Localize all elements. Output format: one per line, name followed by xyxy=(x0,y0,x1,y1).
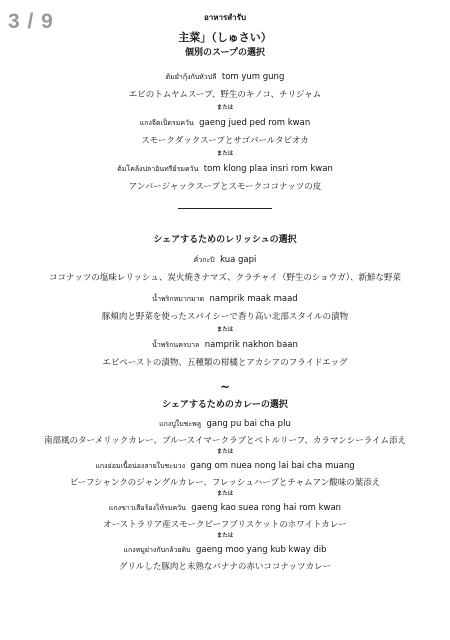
or-separator: または xyxy=(216,491,234,497)
soup-section xyxy=(0,46,450,194)
dish-description: 南部風のターメリックカレー、ブルースイマークラブとベトルリーフ、カラマンシーライム添え xyxy=(44,436,406,446)
dish-name xyxy=(0,459,450,473)
dish-name xyxy=(0,292,450,306)
dish-description: オーストラリア産スモークビーフブリスケットのホワイトカレー xyxy=(103,520,347,530)
tilde-separator: ~ xyxy=(219,380,231,394)
dish-name xyxy=(0,543,450,557)
dish-name xyxy=(0,70,450,84)
dish-name xyxy=(0,417,450,431)
or-separator: または xyxy=(216,151,234,157)
dish-name xyxy=(0,338,450,352)
or-separator: または xyxy=(216,327,234,333)
curry-section xyxy=(0,398,450,574)
dish-latin-name: gaeng kao suea rong hai rom kwan xyxy=(191,503,342,513)
dish-description: エビペーストの漬物、五種類の柑橘とアカシアのフライドエッグ xyxy=(102,358,348,368)
dish-description: エビのトムヤムスープ、野生のキノコ、チリジャム xyxy=(128,90,322,100)
dish-name xyxy=(0,501,450,515)
course-title: 主菜」（しゅさい） xyxy=(178,31,272,44)
section-title: 個別のスープの選択 xyxy=(184,48,266,58)
dish-thai-name: แกงจืดเป็ดรมควัน xyxy=(139,119,194,127)
page-number: 3 / 9 xyxy=(8,10,54,33)
dish-latin-name: namprik nakhon baan xyxy=(204,340,298,350)
dish-thai-name: แกงอ่อมเนื้อน่องลายใบชะมวง xyxy=(95,462,186,470)
dish-description: ココナッツの塩味レリッシュ、炭火焼きナマズ、クラチャイ（野生のショウガ）、新鮮な野菜 xyxy=(49,273,401,283)
dish-thai-name: แกงหมูย่างกับกล้วยดิบ xyxy=(123,546,191,554)
section-title: シェアするためのレリッシュの選択 xyxy=(153,235,297,245)
dish-thai-name: ต้มโคล้งปลาอินทรีย์รมควัน xyxy=(117,165,199,173)
dish-thai-name: แกงปูใบชะพลู xyxy=(159,420,202,428)
dish-thai-name: น้ำพริกนครบาล xyxy=(152,341,200,349)
section-divider xyxy=(178,208,272,209)
dish-name xyxy=(0,253,450,267)
dish-name xyxy=(0,162,450,176)
dish-latin-name: gaeng jued ped rom kwan xyxy=(199,118,311,128)
dish-thai-name: ต้มยำกุ้งกับหัวปลี xyxy=(165,73,217,81)
menu-header-thai: อาหารสำรับ xyxy=(203,13,247,22)
dish-thai-name: คั่วกะปิ xyxy=(193,256,215,264)
dish-thai-name: แกงขาวเสือร้องไห้รมควัน xyxy=(108,504,186,512)
dish-latin-name: tom yum gung xyxy=(221,72,285,82)
dish-latin-name: gang om nuea nong lai bai cha muang xyxy=(190,461,355,471)
dish-thai-name: น้ำพริกหมากมาด xyxy=(152,295,205,303)
dish-description: グリルした豚肉と未熟なバナナの赤いココナッツカレー xyxy=(118,562,332,572)
dish-description: ビーフシャンクのジャングルカレー、フレッシュハーブとチャムアン酸味の葉添え xyxy=(69,478,381,488)
dish-latin-name: namprik maak maad xyxy=(209,294,298,304)
dish-latin-name: gang pu bai cha plu xyxy=(206,419,291,429)
dish-description: アンバージャックスープとスモークココナッツの皮 xyxy=(128,182,322,192)
relish-section xyxy=(0,233,450,370)
section-title: シェアするためのカレーの選択 xyxy=(162,400,288,410)
dish-latin-name: tom klong plaa insri rom kwan xyxy=(203,164,333,174)
or-separator: または xyxy=(216,533,234,539)
dish-name xyxy=(0,116,450,130)
dish-description: 豚頬肉と野菜を使ったスパイシーで香り高い北部スタイルの漬物 xyxy=(101,312,349,322)
dish-latin-name: kua gapi xyxy=(220,255,257,265)
dish-latin-name: gaeng moo yang kub kway dib xyxy=(195,545,327,555)
menu-content xyxy=(0,10,450,574)
or-separator: または xyxy=(216,105,234,111)
dish-description: スモークダックスープとサゴパールタピオカ xyxy=(141,136,309,146)
or-separator: または xyxy=(216,449,234,455)
